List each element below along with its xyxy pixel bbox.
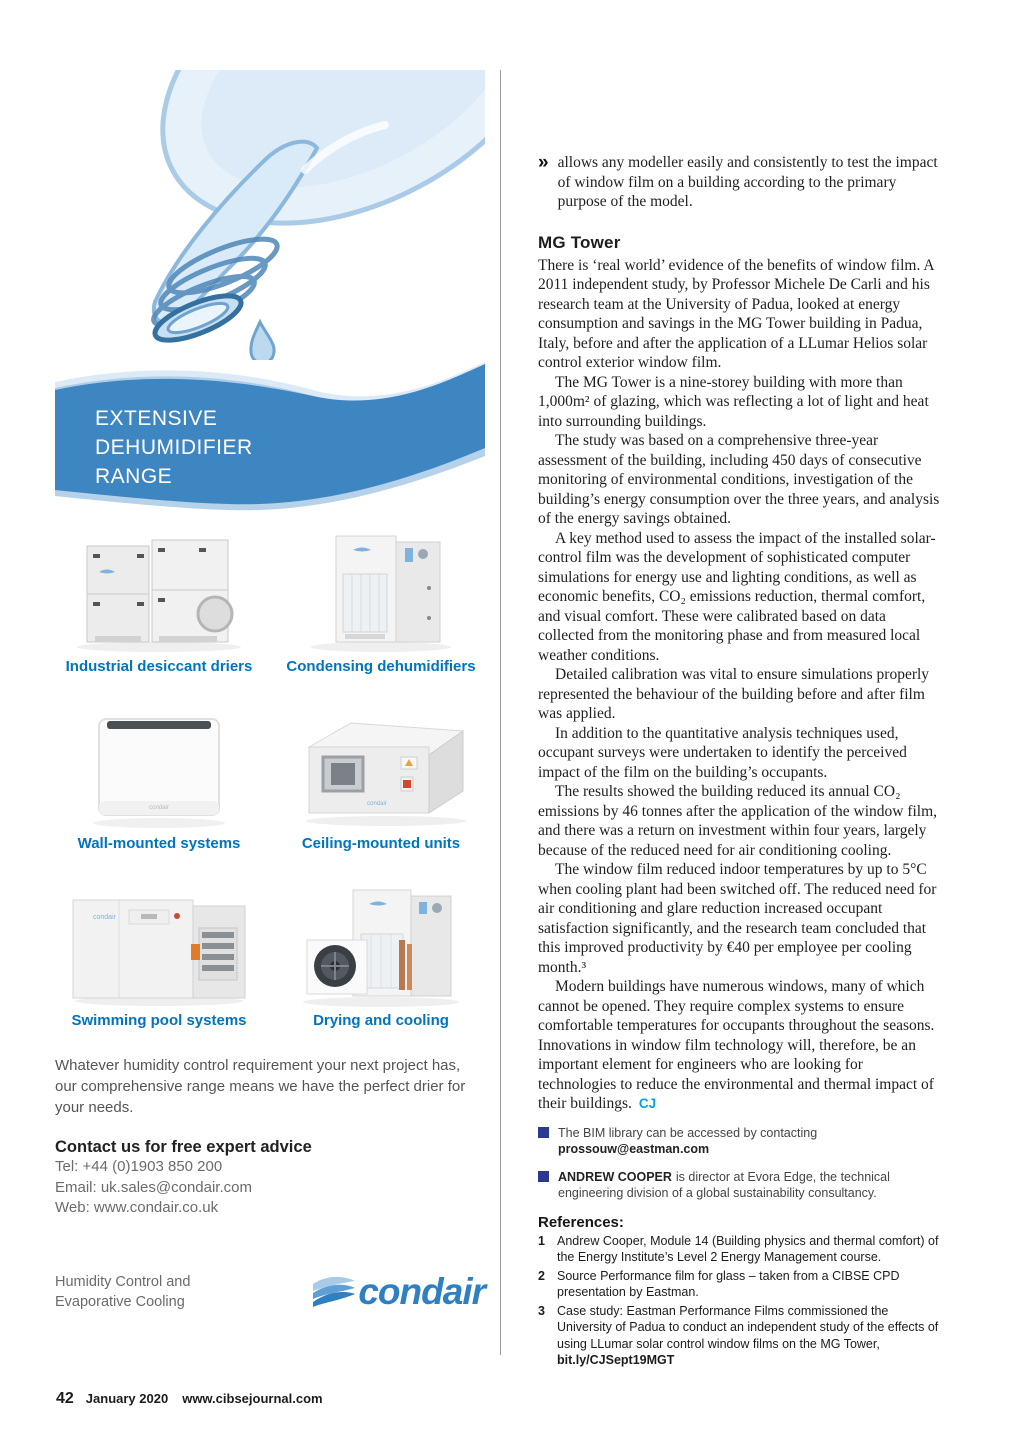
article-paragraph: The study was based on a comprehensive three-year assessment of the building, including 450 days of consecutive monitoring of environmental conditions, investigation of the building’s energy consumption over the three years, and analysis of the energy savings obtained.	[538, 432, 940, 527]
svg-text:condair: condair	[149, 805, 169, 811]
water-bottle-image	[55, 70, 485, 360]
square-bullet-icon	[538, 1127, 549, 1138]
article-paragraph: There is ‘real world’ evidence of the benefits of window film. A 2011 independent study, by Professor Michele De Carli and his research team at the University of Padua, looked at energy consumption and savings in the MG Tower building in Padua, Italy, before and after the application of a LLumar Helios solar control exterior window film.	[538, 256, 934, 371]
article-paragraph: The results showed the building reduced its annual CO₂ emissions by 46 tonnes after the application of the window film, and there was a return on investment within four years, largely because of the reduced need for air conditioning cooling.	[538, 783, 938, 859]
issue-date: January 2020	[85, 1391, 169, 1406]
author-name: ANDREW COOPER	[558, 1169, 672, 1184]
contact-heading: Contact us for free expert advice	[55, 1138, 312, 1156]
section-heading: MG Tower	[538, 232, 621, 252]
contact-email[interactable]: Email: uk.sales@condair.com	[55, 1178, 252, 1196]
condair-wave-icon	[310, 1272, 358, 1312]
article-paragraph: Detailed calibration was vital to ensure simulations properly represented the behaviour of the building before and after film was applied.	[538, 666, 930, 722]
page-footer	[56, 1390, 323, 1408]
product-grid	[55, 528, 485, 1029]
product-condensing	[277, 528, 485, 675]
svg-text:condair: condair	[367, 801, 387, 807]
condair-logo	[310, 1271, 485, 1313]
reference-text: Andrew Cooper, Module 14 (Building physics and thermal comfort) of the Energy Institute’s Level 2 Energy Management course.	[557, 1233, 939, 1264]
reference-text: Case study: Eastman Performance Films commissioned the University of Padua to conduct an independent study of the effects of using LLumar solar control window films on the MG Tower,	[557, 1303, 939, 1351]
reference-item	[538, 1268, 942, 1301]
article-paragraph: In addition to the quantitative analysis techniques used, occupant surveys were undertaken to identify the perceived impact of the film on the building’s occupants.	[538, 724, 907, 781]
journal-website[interactable]: www.cibsejournal.com	[182, 1391, 323, 1406]
product-caption: Wall-mounted systems	[77, 835, 241, 852]
cj-end-mark: CJ	[638, 1096, 657, 1111]
product-swimming-pool	[55, 882, 263, 1029]
continuation-chevron-icon: »	[538, 152, 549, 173]
article-paragraph: The MG Tower is a nine-storey building with more than 1,000m² of glazing, which was reflecting a lot of light and heat into surrounding buildings.	[538, 373, 929, 430]
intro-paragraph: allows any modeller easily and consistently to test the impact of window film on a building according to the primary purpose of the model.	[557, 154, 938, 210]
product-industrial-desiccant	[55, 528, 263, 675]
ad-banner	[55, 360, 485, 520]
author-bio: is director at Evora Edge, the technical engineering division of a global sustainability consultancy.	[558, 1169, 890, 1200]
product-image-swimming-pool	[55, 882, 263, 1010]
article-paragraph-text: Modern buildings have numerous windows, many of which cannot be opened. They require complex systems to ensure comfortable temperatures for occupants throughout the seasons. Innovations in window film technology will, therefore, be an important element for engineers who are looking for technologies to reduce the environmental and thermal impact of their buildings.	[538, 978, 935, 1112]
product-image-drying-cooling	[277, 882, 485, 1010]
square-bullet-icon	[538, 1171, 549, 1182]
article-paragraph: A key method used to assess the impact of the installed solar-control film was the development of sophisticated computer simulations for energy use and lighting conditions, as well as economic benefits, CO₂ emissions reduction, thermal comfort, and visual comfort. These were calibrated based on data collected from the monitoring phase and from measured local weather conditions.	[538, 529, 936, 664]
reference-link[interactable]: bit.ly/CJSept19MGT	[557, 1353, 675, 1367]
reference-item	[538, 1233, 942, 1266]
tagline-line1: Humidity Control and	[55, 1273, 191, 1290]
condair-wordmark: condair	[358, 1270, 485, 1312]
reference-number: 1	[538, 1233, 545, 1248]
article-paragraph	[538, 977, 942, 1114]
product-caption: Swimming pool systems	[71, 1012, 247, 1029]
product-image-ceiling-mounted	[277, 705, 485, 833]
reference-number: 3	[538, 1303, 545, 1318]
references-heading: References:	[538, 1213, 624, 1231]
product-caption: Drying and cooling	[313, 1012, 449, 1029]
reference-item	[538, 1303, 942, 1369]
bim-library-note	[538, 1125, 942, 1158]
author-note	[538, 1169, 942, 1202]
bim-note-text: The BIM library can be accessed by contacting	[558, 1125, 818, 1140]
contact-tel[interactable]: Tel: +44 (0)1903 850 200	[55, 1158, 223, 1175]
product-caption: Ceiling-mounted units	[301, 835, 461, 852]
ad-body-text: Whatever humidity control requirement your next project has, our comprehensive range means we have the perfect drier for your needs.	[55, 1057, 466, 1116]
condair-advert	[55, 70, 485, 1313]
product-image-wall-mounted	[55, 705, 263, 833]
product-image-condensing	[277, 528, 485, 656]
ad-headline-line2: DEHUMIDIFIER	[95, 436, 253, 459]
water-bottle-illustration	[55, 70, 485, 360]
product-image-industrial-desiccant	[55, 528, 263, 656]
product-caption: Condensing dehumidifiers	[286, 658, 476, 675]
reference-text: Source Performance film for glass – taken from a CIBSE CPD presentation by Eastman.	[557, 1268, 900, 1299]
ad-headline	[95, 404, 253, 491]
product-drying-cooling	[277, 882, 485, 1029]
product-wall-mounted	[55, 705, 263, 852]
product-caption: Industrial desiccant driers	[65, 658, 253, 675]
page-number: 42	[56, 1390, 74, 1407]
product-ceiling-mounted	[277, 705, 485, 852]
column-divider	[500, 70, 501, 1355]
svg-text:condair: condair	[93, 914, 116, 921]
bim-contact-email[interactable]: prossouw@eastman.com	[558, 1142, 710, 1156]
reference-number: 2	[538, 1268, 545, 1283]
article-column	[538, 153, 942, 1369]
contact-web[interactable]: Web: www.condair.co.uk	[55, 1199, 219, 1216]
article-paragraph: The window film reduced indoor temperatures by up to 5°C when cooling plant had been switched off. The reduced need for air conditioning and glare reduction increased occupant satisfaction significantly, and the research team concluded that this improved productivity by €40 per employee per cooling month.³	[538, 861, 937, 976]
tagline-line2: Evaporative Cooling	[55, 1293, 185, 1310]
ad-headline-line3: RANGE	[95, 465, 173, 488]
ad-headline-line1: EXTENSIVE	[95, 407, 218, 430]
brand-tagline	[55, 1272, 190, 1312]
